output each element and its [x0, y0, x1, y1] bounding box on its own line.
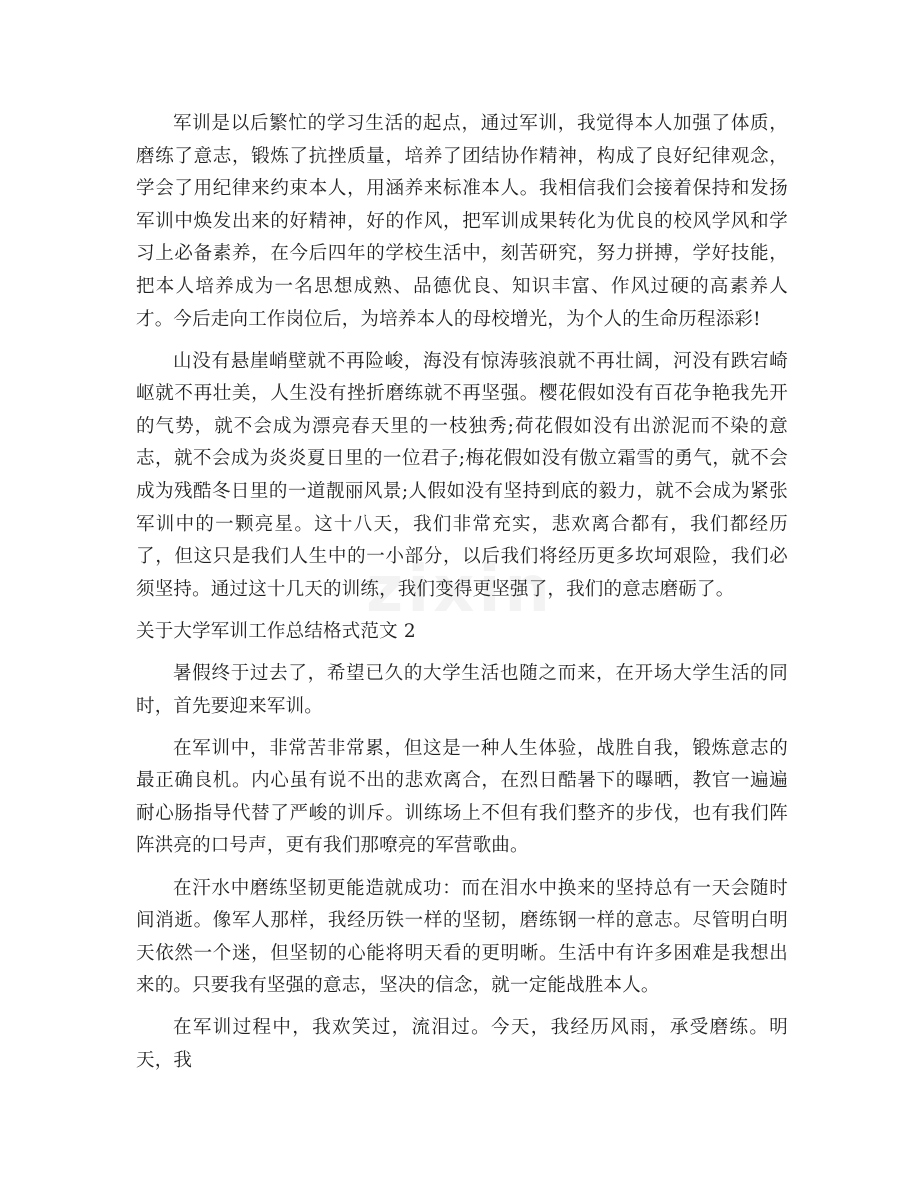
paragraph-2: 山没有悬崖峭壁就不再险峻，海没有惊涛骇浪就不再壮阔，河没有跌宕崎岖就不再壮美，人生没有挫折磨练就不再坚强。樱花假如没有百花争艳我先开的气势，就不会成为漂亮春天里的一枝独秀;荷花假如没有出淤泥而不染的意志，就不会成为炎炎夏日里的一位君子;梅花假如没有傲立霜雪的勇气，就不会成为残酷冬日里的一道靓丽风景;人假如没有坚持到底的毅力，就不会成为紧张军训中的一颗亮星。这十八天，我们非常充实，悲欢离合都有，我们都经历了，但这只是我们人生中的一小部分，以后我们将经历更多坎坷艰险，我们必须坚持。通过这十几天的训练，我们变得更坚强了，我们的意志磨砺了。 — [136, 350, 788, 600]
paragraph-5: 在汗水中磨练坚韧更能造就成功：而在泪水中换来的坚持总有一天会随时间消逝。像军人那样，我经历铁一样的坚韧，磨练钢一样的意志。尽管明白明天依然一个迷，但坚韧的心能将明天看的更明晰。生活中有许多困难是我想出来的。只要我有坚强的意志，坚决的信念，就一定能战胜本人。 — [136, 877, 788, 997]
document-body — [136, 108, 788, 1087]
section-heading: 关于大学军训工作总结格式范文 2 — [136, 620, 416, 642]
paragraph-3: 暑假终于过去了，希望已久的大学生活也随之而来，在开场大学生活的同时，首先要迎来军训。 — [136, 663, 788, 717]
paragraph-6: 在军训过程中，我欢笑过，流泪过。今天，我经历风雨，承受磨练。明天，我 — [136, 1017, 788, 1072]
paragraph-1: 军训是以后繁忙的学习生活的起点，通过军训，我觉得本人加强了体质，磨练了意志，锻炼了抗挫质量，培养了团结协作精神，构成了良好纪律观念，学会了用纪律来约束本人，用涵养来标准本人。我相信我们会接着保持和发扬军训中焕发出来的好精神，好的作风，把军训成果转化为优良的校风学风和学习上必备素养，在今后四年的学校生活中，刻苦研究，努力拼搏，学好技能，把本人培养成为一名思想成熟、品德优良、知识丰富、作风过硬的高素养人才。今后走向工作岗位后，为培养本人的母校增光，为个人的生命历程添彩! — [136, 113, 788, 330]
paragraph-4: 在军训中，非常苦非常累，但这是一种人生体验，战胜自我，锻炼意志的最正确良机。内心虽有说不出的悲欢离合，在烈日酷暑下的曝晒，教官一遍遍耐心肠指导代替了严峻的训斥。训练场上不但有我们整齐的步伐，也有我们阵阵洪亮的口号声，更有我们那嘹亮的军营歌曲。 — [136, 737, 788, 857]
